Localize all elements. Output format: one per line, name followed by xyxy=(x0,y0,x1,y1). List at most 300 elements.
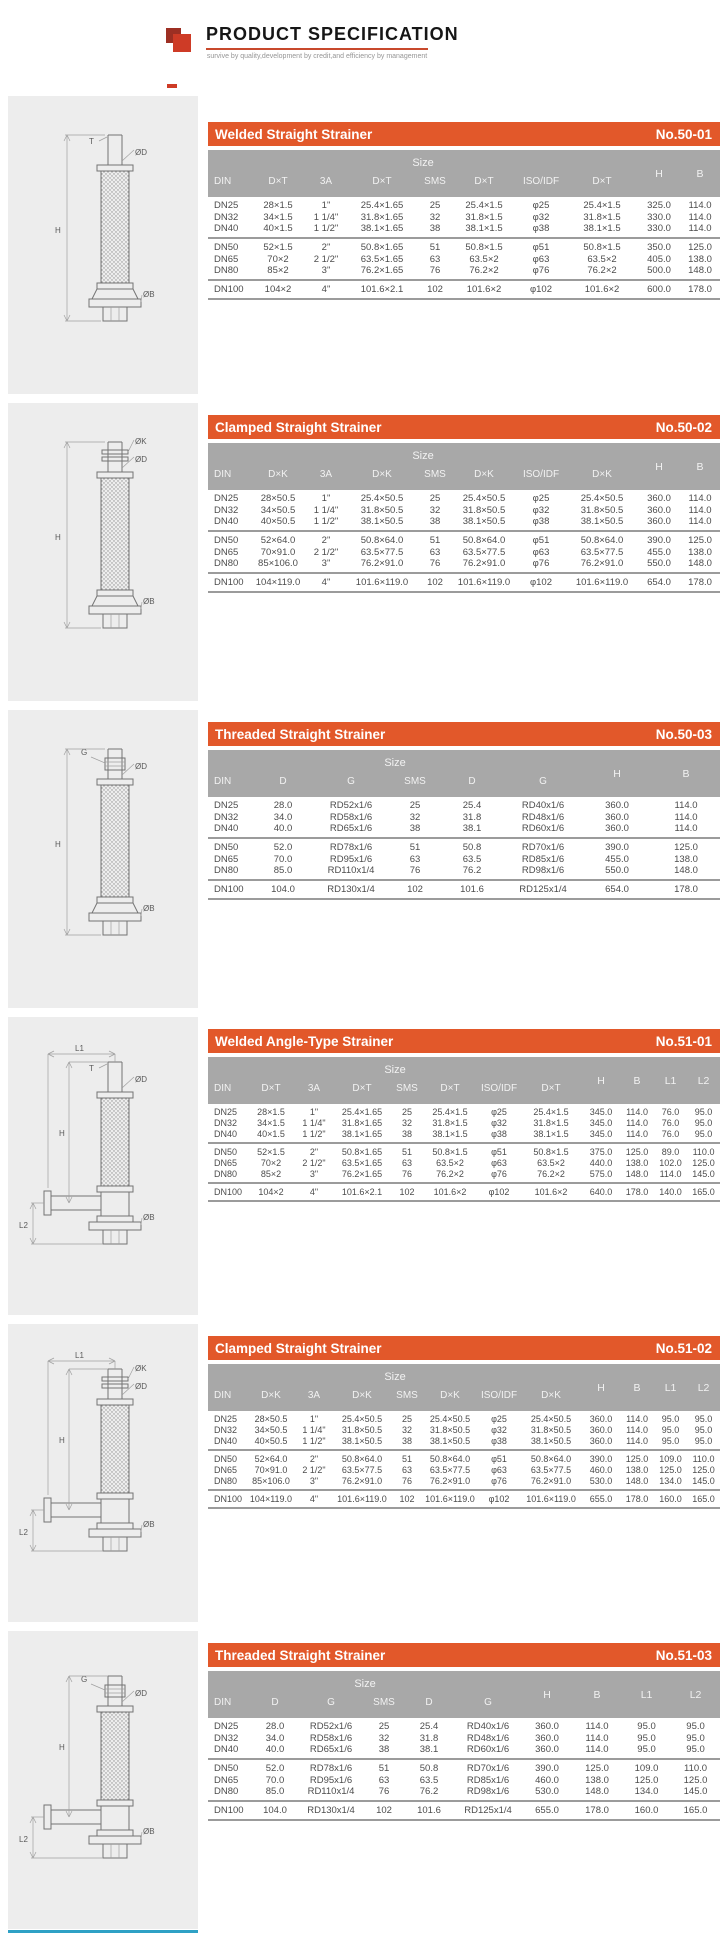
spec-col-3A: 3A xyxy=(296,1384,332,1411)
cell: 360.0 xyxy=(638,516,680,531)
dim-col-L1: L1 xyxy=(622,1671,671,1718)
cell: DN80 xyxy=(208,1786,252,1801)
cell: 2 1/2" xyxy=(302,1465,326,1475)
cell: 25.4×1.5 xyxy=(432,1107,468,1117)
spec-col-D×T: D×T xyxy=(332,1077,392,1104)
cell: 63.5×77.5 xyxy=(462,546,506,558)
cell: 38.1×50.5 xyxy=(346,516,418,531)
table-row-DN80 xyxy=(208,865,720,880)
spec-col-D: D xyxy=(252,1691,298,1718)
cell: 125.0 xyxy=(585,1763,609,1774)
table-row-DN40 xyxy=(208,823,720,838)
table-row-DN100 xyxy=(208,573,720,592)
cell: φ51 xyxy=(491,1147,507,1157)
cell: 63.5×2 xyxy=(469,253,499,265)
cell: 50.8×64.0 xyxy=(462,535,506,546)
cell: φ63 xyxy=(532,253,550,265)
cell: 101.6×2 xyxy=(566,280,638,299)
table-row-DN100 xyxy=(208,1490,720,1508)
section-51-01 xyxy=(0,1017,720,1324)
cell: 52×1.5 xyxy=(257,1147,285,1157)
cell: 76.2×2 xyxy=(566,265,638,280)
cell: DN25 xyxy=(214,200,239,211)
table-row-DN65 xyxy=(208,1157,720,1169)
cell: 114.0 xyxy=(688,211,712,223)
strainer-drawing-angle-clamped xyxy=(15,1347,191,1599)
cell: 25.4×1.65 xyxy=(360,200,404,211)
cell: 101.6×119.0 xyxy=(566,573,638,592)
title-underline xyxy=(206,48,428,50)
cell: φ38 xyxy=(478,1436,520,1450)
section-title: Threaded Straight Strainer xyxy=(215,726,386,742)
table-row-DN80 xyxy=(208,1476,720,1490)
cell: 63.5×77.5 xyxy=(530,1465,572,1475)
cell: RD95x1/6 xyxy=(309,1774,353,1786)
cell: 1" xyxy=(321,200,331,211)
cell: RD70x1/6 xyxy=(466,1763,510,1774)
cell: 148.0 xyxy=(620,1476,654,1490)
dim-col-B: B xyxy=(680,443,720,490)
cell: DN32 xyxy=(214,1732,239,1744)
cell: 63.5×2 xyxy=(537,1158,565,1168)
cell: RD85x1/6 xyxy=(521,853,565,865)
svg-text:ØB: ØB xyxy=(143,1520,155,1529)
doc-tagline: survive by quality,development by credit,and efficiency by management xyxy=(206,53,428,60)
cell: DN50 xyxy=(214,242,239,253)
cell: 530.0 xyxy=(582,1476,620,1490)
cell: 32 xyxy=(401,1425,412,1435)
cell: 148.0 xyxy=(572,1786,622,1801)
cell: 40.0 xyxy=(254,823,312,838)
cell: 390.0 xyxy=(647,535,671,546)
spec-col-D: D xyxy=(404,1691,454,1718)
table-row-DN50 xyxy=(208,1143,720,1157)
cell: φ32 xyxy=(491,1425,507,1435)
cell: 31.8×50.5 xyxy=(429,1425,471,1435)
cell: 655.0 xyxy=(522,1801,572,1820)
cell: 38.1×1.65 xyxy=(346,223,418,238)
cell: RD52x1/6 xyxy=(329,800,373,811)
cell: 325.0 xyxy=(647,200,671,211)
cell: 40×50.5 xyxy=(246,1436,296,1450)
cell: 51 xyxy=(429,535,441,546)
cell: 2" xyxy=(309,1454,319,1464)
section-title-bar xyxy=(208,1336,720,1360)
cell: 70×2 xyxy=(260,1158,282,1168)
cell: 95.0 xyxy=(686,1721,705,1732)
cell: 38.1×50.5 xyxy=(452,516,516,531)
cell: DN40 xyxy=(208,516,250,531)
cell: 95.0 xyxy=(661,1425,680,1435)
cell: 575.0 xyxy=(582,1169,620,1183)
table-row-DN65 xyxy=(208,853,720,865)
cell: 76.2×91.0 xyxy=(422,1476,478,1490)
cell: 76.0 xyxy=(661,1118,680,1128)
cell: 76.2×91.0 xyxy=(332,1476,392,1490)
spec-col-DIN: DIN xyxy=(208,1384,246,1411)
section-title-bar xyxy=(208,122,720,146)
cell: 360.0 xyxy=(522,1744,572,1759)
table-row-DN50 xyxy=(208,238,720,253)
table-row-DN65 xyxy=(208,1774,720,1786)
spec-col-D×K: D×K xyxy=(250,463,306,490)
cell: 102 xyxy=(364,1801,404,1820)
cell: 50.8×64.0 xyxy=(341,1454,383,1464)
cell: 1 1/2" xyxy=(306,516,346,531)
drawing-panel-50-03 xyxy=(8,710,198,1008)
cell: 654.0 xyxy=(582,880,652,899)
cell: 25 xyxy=(378,1721,390,1732)
table-row-DN65 xyxy=(208,1464,720,1476)
section-content-51-03 xyxy=(208,1643,720,1821)
dim-col-B: B xyxy=(652,750,720,797)
section-50-01 xyxy=(0,96,720,403)
cell: 25.4 xyxy=(419,1721,439,1732)
cell: 102 xyxy=(418,573,452,592)
cell: 63 xyxy=(409,853,421,865)
cell: 110.0 xyxy=(692,1147,715,1157)
cell: 160.0 xyxy=(654,1490,687,1508)
cell: 28×50.5 xyxy=(254,1414,288,1424)
cell: 50.8×64.0 xyxy=(580,535,624,546)
table-row-DN100 xyxy=(208,1801,720,1820)
cell: 63.5 xyxy=(462,853,482,865)
cell: RD48x1/6 xyxy=(466,1732,510,1744)
cell: RD130x1/4 xyxy=(312,880,390,899)
cell: 63.5×2 xyxy=(587,253,617,265)
cell: DN80 xyxy=(208,1169,246,1183)
cell: 76.2×91.0 xyxy=(520,1476,582,1490)
section-title-bar xyxy=(208,722,720,746)
table-row-DN100 xyxy=(208,280,720,299)
cell: 360.0 xyxy=(582,823,652,838)
cell: 31.8×50.5 xyxy=(360,504,404,516)
cell: 3" xyxy=(296,1476,332,1490)
cell: 114.0 xyxy=(626,1425,648,1435)
table-row-DN32 xyxy=(208,1117,720,1129)
cell: DN25 xyxy=(214,1721,239,1732)
cell: φ63 xyxy=(491,1158,507,1168)
cell: 101.6 xyxy=(440,880,504,899)
cell: 63.5×1.65 xyxy=(360,253,404,265)
cell: 85×2 xyxy=(250,265,306,280)
spec-col-ISO/IDF: ISO/IDF xyxy=(516,170,566,197)
cell: 109.0 xyxy=(634,1763,659,1774)
table-row-DN100 xyxy=(208,880,720,899)
section-content-51-01 xyxy=(208,1029,720,1202)
table-row-DN50 xyxy=(208,531,720,546)
table-row-DN25 xyxy=(208,197,720,211)
cell: 63.5×77.5 xyxy=(429,1465,471,1475)
cell: 31.8×1.5 xyxy=(583,211,621,223)
cell: 25 xyxy=(409,800,421,811)
cell: 1 1/4" xyxy=(302,1118,326,1128)
drawing-panel-50-02 xyxy=(8,403,198,701)
cell: RD125x1/4 xyxy=(454,1801,522,1820)
cell: 40.0 xyxy=(252,1744,298,1759)
cell: DN65 xyxy=(214,1774,239,1786)
cell: 1" xyxy=(321,493,331,504)
cell: 25.4×1.5 xyxy=(533,1107,569,1117)
svg-text:ØD: ØD xyxy=(135,455,147,464)
spec-col-G: G xyxy=(298,1691,364,1718)
cell: 76 xyxy=(392,1169,422,1183)
cell: 405.0 xyxy=(647,253,671,265)
spec-col-D×K: D×K xyxy=(332,1384,392,1411)
cell: 51 xyxy=(429,242,441,253)
cell: 95.0 xyxy=(694,1118,713,1128)
cell: 104×2 xyxy=(250,280,306,299)
cell: DN40 xyxy=(208,223,250,238)
table-row-DN40 xyxy=(208,1744,720,1759)
cell: 76.2 xyxy=(440,865,504,880)
table-row-DN25 xyxy=(208,1411,720,1424)
cell: 95.0 xyxy=(661,1414,680,1424)
size-header: Size xyxy=(208,1671,522,1691)
cell: 50.8×64.0 xyxy=(429,1454,471,1464)
cell: 455.0 xyxy=(605,853,629,865)
cell: 25.4×1.5 xyxy=(583,200,621,211)
spec-col-D×K: D×K xyxy=(566,463,638,490)
cell: 101.6×119.0 xyxy=(332,1490,392,1508)
table-row-DN40 xyxy=(208,516,720,531)
cell: 114.0 xyxy=(626,1414,648,1424)
cell: φ38 xyxy=(516,516,566,531)
cell: RD110x1/4 xyxy=(298,1786,364,1801)
cell: 76 xyxy=(418,265,452,280)
cell: 125.0 xyxy=(634,1774,659,1786)
cell: 63 xyxy=(401,1465,412,1475)
svg-text:H: H xyxy=(55,840,61,849)
cell: 25 xyxy=(401,1107,412,1117)
section-number: No.51-01 xyxy=(655,1033,712,1049)
cell: DN40 xyxy=(208,1744,252,1759)
cell: DN32 xyxy=(214,211,239,223)
table-row-DN50 xyxy=(208,1450,720,1464)
cell: DN65 xyxy=(214,1158,238,1168)
cell: DN25 xyxy=(214,1107,238,1117)
cell: 95.0 xyxy=(654,1436,687,1450)
cell: 4" xyxy=(296,1183,332,1201)
cell: 125.0 xyxy=(692,1158,715,1168)
cell: 76.2×1.65 xyxy=(346,265,418,280)
cell: 2" xyxy=(321,535,331,546)
svg-text:T: T xyxy=(89,1064,94,1073)
spec-col-D×T: D×T xyxy=(246,1077,296,1104)
cell: 2 1/2" xyxy=(313,546,339,558)
section-title-bar xyxy=(208,1029,720,1053)
dim-col-L1: L1 xyxy=(654,1364,687,1411)
cell: 114.0 xyxy=(680,223,720,238)
cell: 114.0 xyxy=(626,1107,648,1117)
cell: 38.1×50.5 xyxy=(566,516,638,531)
cell: 101.6×2.1 xyxy=(332,1183,392,1201)
cell: DN32 xyxy=(214,811,239,823)
section-51-03 xyxy=(0,1631,720,1938)
table-row-DN32 xyxy=(208,1732,720,1744)
cell: 550.0 xyxy=(582,865,652,880)
cell: 38 xyxy=(418,223,452,238)
cell: 76.2×2 xyxy=(422,1169,478,1183)
spec-col-DIN: DIN xyxy=(208,1691,252,1718)
cell: 32 xyxy=(401,1118,412,1128)
cell: DN50 xyxy=(214,842,239,853)
cell: DN100 xyxy=(208,1183,246,1201)
dim-col-H: H xyxy=(582,1364,620,1411)
svg-text:L1: L1 xyxy=(75,1044,84,1053)
cell: 63.5×1.65 xyxy=(341,1158,383,1168)
spec-table xyxy=(208,750,720,900)
table-row-DN50 xyxy=(208,838,720,853)
spec-col-G: G xyxy=(504,770,582,797)
cell: φ102 xyxy=(478,1490,520,1508)
spec-col-SMS: SMS xyxy=(364,1691,404,1718)
cell: 95.0 xyxy=(694,1414,713,1424)
cell: RD78x1/6 xyxy=(329,842,373,853)
cell: 25.4×1.65 xyxy=(341,1107,383,1117)
cell: 104.0 xyxy=(252,1801,298,1820)
strainer-drawing-straight-threaded xyxy=(15,733,191,985)
section-50-03 xyxy=(0,710,720,1017)
cell: 550.0 xyxy=(638,558,680,573)
cell: 101.6×119.0 xyxy=(422,1490,478,1508)
cell: 50.8×1.65 xyxy=(360,242,404,253)
cell: 50.8 xyxy=(419,1763,439,1774)
cell: φ38 xyxy=(478,1129,520,1143)
cell: 360.0 xyxy=(535,1732,559,1744)
cell: RD58x1/6 xyxy=(329,811,373,823)
cell: 25 xyxy=(401,1414,412,1424)
cell: 2 1/2" xyxy=(313,253,339,265)
cell: 31.8×50.5 xyxy=(341,1425,383,1435)
cell: 104×119.0 xyxy=(246,1490,296,1508)
table-row-DN25 xyxy=(208,797,720,811)
svg-text:ØB: ØB xyxy=(143,597,155,606)
cell: 350.0 xyxy=(647,242,671,253)
cell: 76.2×2 xyxy=(452,265,516,280)
cell: φ102 xyxy=(516,280,566,299)
spec-col-ISO/IDF: ISO/IDF xyxy=(516,463,566,490)
cell: φ63 xyxy=(491,1465,507,1475)
cell: 50.8×1.5 xyxy=(533,1147,569,1157)
cell: 345.0 xyxy=(582,1129,620,1143)
cell: DN80 xyxy=(208,265,250,280)
sections-container xyxy=(0,96,720,1938)
cell: DN32 xyxy=(214,1118,238,1128)
cell: 134.0 xyxy=(622,1786,671,1801)
cell: 50.8×64.0 xyxy=(530,1454,572,1464)
cell: 38.1×1.5 xyxy=(520,1129,582,1143)
cell: 38.1×50.5 xyxy=(422,1436,478,1450)
section-number: No.50-01 xyxy=(655,126,712,142)
cell: 101.6×119.0 xyxy=(520,1490,582,1508)
cell: DN32 xyxy=(214,504,239,516)
cell: 38.1×1.5 xyxy=(422,1129,478,1143)
section-title: Welded Straight Strainer xyxy=(215,126,373,142)
cell: 76.2×91.0 xyxy=(566,558,638,573)
spec-col-SMS: SMS xyxy=(418,463,452,490)
table-row-DN32 xyxy=(208,1424,720,1436)
spec-col-SMS: SMS xyxy=(392,1384,422,1411)
cell: 63.5 xyxy=(419,1774,439,1786)
cell: 76 xyxy=(418,558,452,573)
cell: 134.0 xyxy=(654,1476,687,1490)
section-title: Welded Angle-Type Strainer xyxy=(215,1033,394,1049)
dim-col-B: B xyxy=(572,1671,622,1718)
cell: 63 xyxy=(429,546,441,558)
cell: 440.0 xyxy=(589,1158,613,1168)
cell: 110.0 xyxy=(683,1763,708,1774)
cell: 145.0 xyxy=(671,1786,720,1801)
table-row-DN40 xyxy=(208,1436,720,1450)
cell: 52×64.0 xyxy=(260,535,296,546)
cell: 114.0 xyxy=(680,516,720,531)
spec-col-DIN: DIN xyxy=(208,170,250,197)
cell: 50.8×1.5 xyxy=(432,1147,468,1157)
cell: 148.0 xyxy=(652,865,720,880)
cell: 375.0 xyxy=(589,1147,613,1157)
cell: 102 xyxy=(390,880,440,899)
cell: 360.0 xyxy=(589,1414,613,1424)
cell: DN80 xyxy=(208,558,250,573)
strainer-drawing-angle-threaded xyxy=(15,1654,191,1906)
spec-table xyxy=(208,150,720,300)
cell: 4" xyxy=(306,280,346,299)
table-row-DN40 xyxy=(208,1129,720,1143)
cell: 95.0 xyxy=(694,1425,713,1435)
spec-col-D×K: D×K xyxy=(452,463,516,490)
size-header: Size xyxy=(208,443,638,463)
cell: RD48x1/6 xyxy=(521,811,565,823)
size-header: Size xyxy=(208,1364,582,1384)
cell: RD40x1/6 xyxy=(466,1721,510,1732)
cell: DN65 xyxy=(214,546,239,558)
cell: 1" xyxy=(309,1414,319,1424)
cell: 31.8 xyxy=(419,1732,439,1744)
svg-text:ØB: ØB xyxy=(143,1827,155,1836)
cell: 76 xyxy=(392,1476,422,1490)
cell: 101.6 xyxy=(404,1801,454,1820)
cell: 76 xyxy=(364,1786,404,1801)
cell: 125.0 xyxy=(625,1147,649,1157)
cell: 114.0 xyxy=(585,1721,609,1732)
cell: φ32 xyxy=(532,504,550,516)
cell: 138.0 xyxy=(688,546,712,558)
cell: 63.5×77.5 xyxy=(360,546,404,558)
cell: φ76 xyxy=(516,265,566,280)
logo-square-front xyxy=(173,34,191,52)
cell: 148.0 xyxy=(620,1169,654,1183)
section-title-bar xyxy=(208,415,720,439)
table-row-DN80 xyxy=(208,265,720,280)
spec-col-G: G xyxy=(312,770,390,797)
cell: 52.0 xyxy=(265,1763,285,1774)
cell: 38.1×50.5 xyxy=(332,1436,392,1450)
dim-col-H: H xyxy=(638,150,680,197)
cell: 40×50.5 xyxy=(250,516,306,531)
cell: 31.8×1.65 xyxy=(341,1118,383,1128)
cell: 360.0 xyxy=(647,504,671,516)
cell: 101.6×2 xyxy=(520,1183,582,1201)
cell: 138.0 xyxy=(625,1465,649,1475)
cell: 178.0 xyxy=(680,280,720,299)
spec-col-SMS: SMS xyxy=(392,1077,422,1104)
section-title-bar xyxy=(208,1643,720,1667)
cell: 654.0 xyxy=(638,573,680,592)
table-row-DN32 xyxy=(208,811,720,823)
cell: 3" xyxy=(306,558,346,573)
cell: RD78x1/6 xyxy=(309,1763,353,1774)
